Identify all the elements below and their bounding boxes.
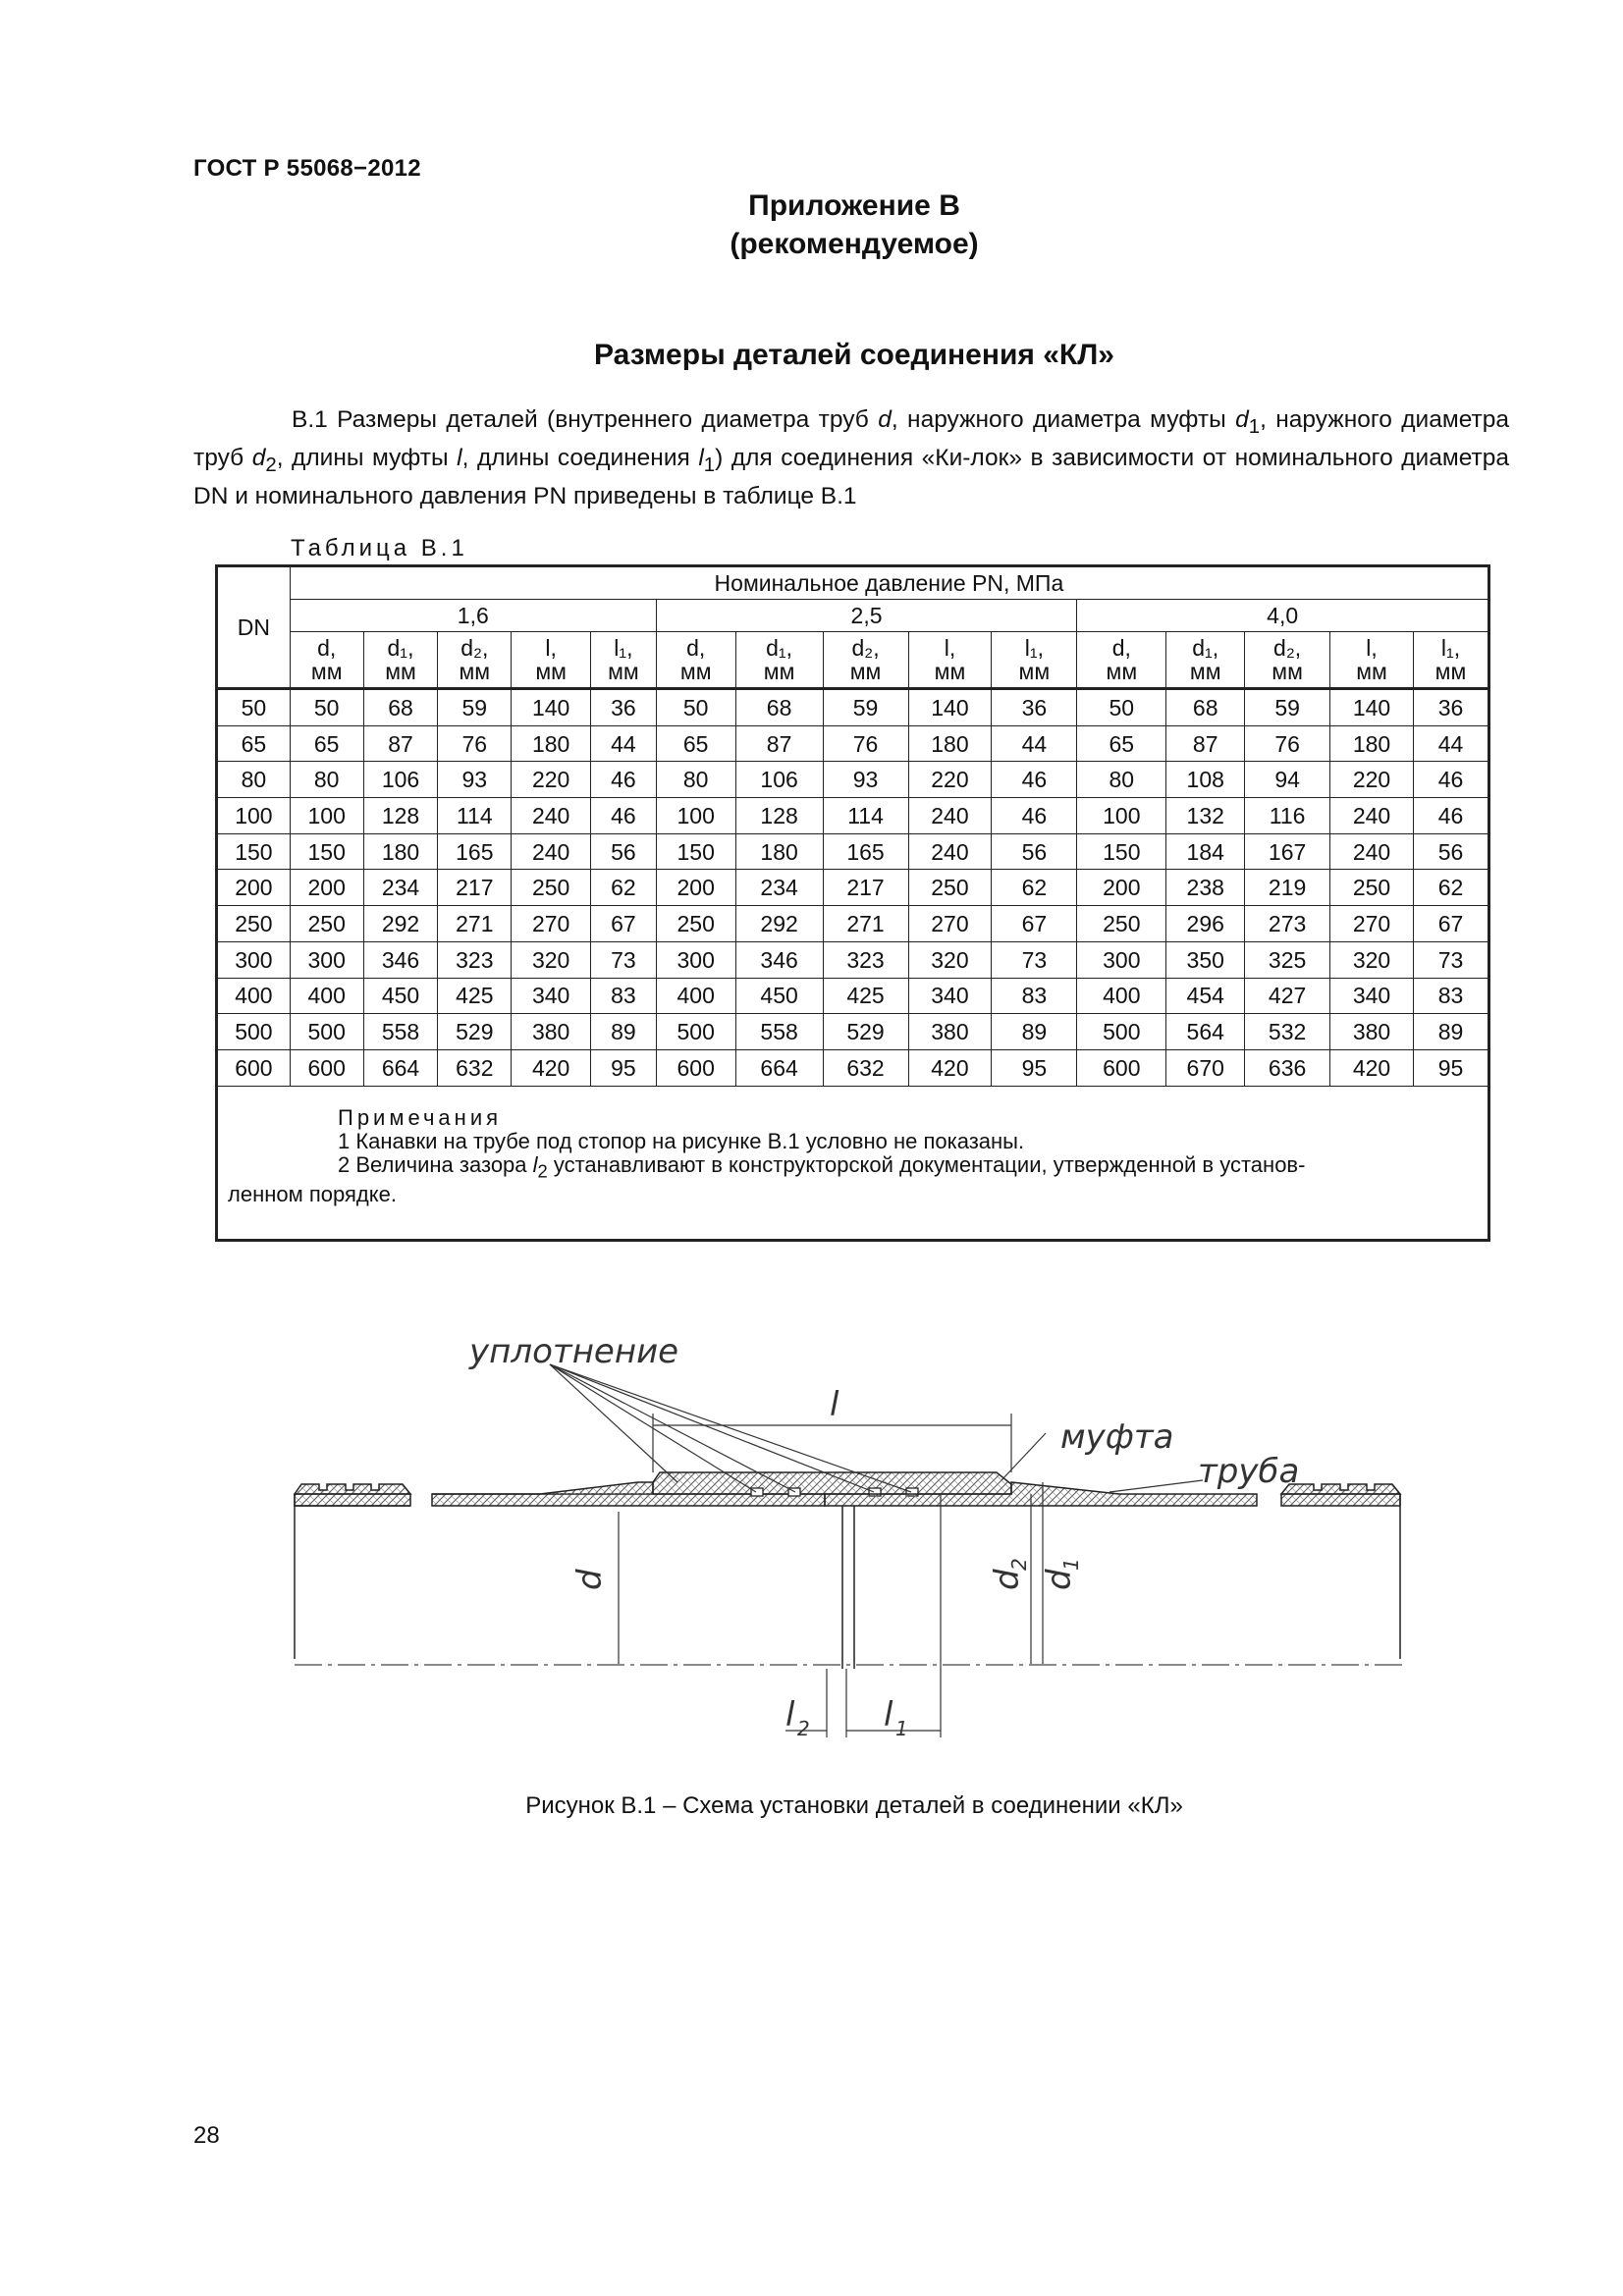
value-cell: 420 — [908, 1049, 992, 1086]
value-cell: 400 — [656, 978, 735, 1014]
value-cell: 62 — [1413, 870, 1488, 906]
value-cell: 558 — [363, 1014, 438, 1050]
pressure-group-header: 1,6 — [290, 600, 656, 632]
value-cell: 59 — [438, 689, 512, 726]
value-cell: 44 — [591, 725, 657, 762]
note-2-continued: ленном порядке. — [228, 1182, 397, 1206]
value-cell: 564 — [1166, 1014, 1245, 1050]
value-cell: 234 — [735, 870, 823, 906]
value-cell: 165 — [823, 833, 908, 870]
value-cell: 323 — [438, 941, 512, 978]
value-cell: 220 — [1330, 762, 1414, 798]
label-seal: уплотнение — [469, 1332, 679, 1371]
value-cell: 450 — [363, 978, 438, 1014]
column-symbol: d, — [686, 635, 706, 661]
value-cell: 46 — [591, 798, 657, 834]
column-symbol: l₁, — [1440, 635, 1461, 661]
value-cell: 240 — [512, 833, 591, 870]
value-cell: 425 — [823, 978, 908, 1014]
value-cell: 529 — [823, 1014, 908, 1050]
value-cell: 632 — [438, 1049, 512, 1086]
value-cell: 108 — [1166, 762, 1245, 798]
value-cell: 600 — [1077, 1049, 1166, 1086]
value-cell: 292 — [363, 906, 438, 942]
value-cell: 670 — [1166, 1049, 1245, 1086]
section-title: Размеры деталей соединения «КЛ» — [594, 339, 1114, 371]
value-cell: 140 — [908, 689, 992, 726]
value-cell: 83 — [591, 978, 657, 1014]
value-cell: 346 — [735, 941, 823, 978]
value-cell: 220 — [908, 762, 992, 798]
value-cell: 250 — [1077, 906, 1166, 942]
value-cell: 87 — [1166, 725, 1245, 762]
value-cell: 93 — [438, 762, 512, 798]
column-unit: мм — [1434, 659, 1467, 684]
value-cell: 46 — [1413, 798, 1488, 834]
value-cell: 50 — [1077, 689, 1166, 726]
value-cell: 65 — [290, 725, 363, 762]
value-cell: 270 — [1330, 906, 1414, 942]
value-cell: 636 — [1245, 1049, 1330, 1086]
value-cell: 65 — [1077, 725, 1166, 762]
column-unit: мм — [608, 659, 639, 684]
column-unit: мм — [1271, 659, 1303, 684]
value-cell: 167 — [1245, 833, 1330, 870]
value-cell: 250 — [512, 870, 591, 906]
value-cell: 380 — [908, 1014, 992, 1050]
value-cell: 600 — [290, 1049, 363, 1086]
value-cell: 425 — [438, 978, 512, 1014]
column-unit: мм — [679, 659, 712, 684]
value-cell: 116 — [1245, 798, 1330, 834]
value-cell: 420 — [512, 1049, 591, 1086]
column-unit: мм — [1356, 659, 1387, 684]
figure-caption: Рисунок В.1 – Схема установки деталей в соединении «КЛ» — [525, 1792, 1183, 1819]
value-cell: 500 — [290, 1014, 363, 1050]
value-cell: 44 — [1413, 725, 1488, 762]
label-d2-group — [988, 1558, 1031, 1590]
value-cell: 220 — [512, 762, 591, 798]
value-cell: 271 — [823, 906, 908, 942]
value-cell: 50 — [290, 689, 363, 726]
column-symbol: d, — [317, 635, 337, 661]
table-caption: Таблица В.1 — [291, 535, 468, 561]
value-cell: 217 — [438, 870, 512, 906]
value-cell: 400 — [290, 978, 363, 1014]
pressure-header: Номинальное давление PN, МПа — [290, 566, 1488, 600]
value-cell: 36 — [992, 689, 1077, 726]
dn-cell: 500 — [217, 1014, 291, 1050]
value-cell: 180 — [512, 725, 591, 762]
dn-cell: 400 — [217, 978, 291, 1014]
label-l1: l — [884, 1695, 893, 1735]
value-cell: 238 — [1166, 870, 1245, 906]
value-cell: 95 — [1413, 1049, 1488, 1086]
value-cell: 320 — [908, 941, 992, 978]
value-cell: 270 — [908, 906, 992, 942]
value-cell: 106 — [735, 762, 823, 798]
value-cell: 89 — [992, 1014, 1077, 1050]
value-cell: 296 — [1166, 906, 1245, 942]
value-cell: 240 — [908, 833, 992, 870]
value-cell: 529 — [438, 1014, 512, 1050]
column-unit: мм — [849, 659, 882, 684]
value-cell: 500 — [1077, 1014, 1166, 1050]
value-cell: 292 — [735, 906, 823, 942]
value-cell: 68 — [363, 689, 438, 726]
value-cell: 36 — [591, 689, 657, 726]
dn-cell: 50 — [217, 689, 291, 726]
column-symbol: l, — [545, 635, 557, 661]
dn-cell: 200 — [217, 870, 291, 906]
value-cell: 219 — [1245, 870, 1330, 906]
column-unit: мм — [385, 659, 416, 684]
label-l1-sub: 1 — [895, 1717, 908, 1740]
value-cell: 150 — [290, 833, 363, 870]
value-cell: 62 — [992, 870, 1077, 906]
label-pipe: труба — [1198, 1452, 1300, 1491]
value-cell: 380 — [512, 1014, 591, 1050]
value-cell: 300 — [290, 941, 363, 978]
value-cell: 632 — [823, 1049, 908, 1086]
column-symbol: d₁, — [387, 635, 414, 661]
value-cell: 56 — [992, 833, 1077, 870]
label-d2: d — [988, 1569, 1027, 1590]
value-cell: 240 — [512, 798, 591, 834]
value-cell: 234 — [363, 870, 438, 906]
value-cell: 270 — [512, 906, 591, 942]
value-cell: 150 — [656, 833, 735, 870]
value-cell: 300 — [1077, 941, 1166, 978]
intro-text: В.1 Размеры деталей (внутреннего диаметра труб d, наружного диаметра муфты $d_1$, наружного диаметра труб $d_2$, длины муфты l, длины соединения $l_1$) для соединения «Ки-лок» в зависимости от номинального диаметра DN и номинального давления PN приведены в таблице В.1 — [193, 406, 1509, 509]
value-cell: 325 — [1245, 941, 1330, 978]
value-cell: 46 — [591, 762, 657, 798]
value-cell: 67 — [591, 906, 657, 942]
column-symbol: d₁, — [1192, 635, 1219, 661]
value-cell: 180 — [735, 833, 823, 870]
value-cell: 73 — [591, 941, 657, 978]
label-d: d — [570, 1569, 610, 1590]
value-cell: 250 — [908, 870, 992, 906]
column-unit: мм — [459, 659, 491, 684]
value-cell: 427 — [1245, 978, 1330, 1014]
value-cell: 184 — [1166, 833, 1245, 870]
label-d1: d — [1040, 1569, 1079, 1590]
value-cell: 350 — [1166, 941, 1245, 978]
left-pipe — [295, 1482, 825, 1659]
value-cell: 80 — [1077, 762, 1166, 798]
value-cell: 165 — [438, 833, 512, 870]
value-cell: 200 — [1077, 870, 1166, 906]
value-cell: 180 — [363, 833, 438, 870]
label-d1-group — [1040, 1558, 1083, 1590]
value-cell: 89 — [591, 1014, 657, 1050]
value-cell: 76 — [438, 725, 512, 762]
value-cell: 217 — [823, 870, 908, 906]
value-cell: 320 — [512, 941, 591, 978]
column-symbol: d₂, — [1273, 635, 1302, 661]
value-cell: 664 — [363, 1049, 438, 1086]
value-cell: 100 — [1077, 798, 1166, 834]
notes-title: Примечания — [338, 1104, 503, 1130]
value-cell: 346 — [363, 941, 438, 978]
value-cell: 106 — [363, 762, 438, 798]
column-symbol: d, — [1111, 635, 1131, 661]
column-symbol: d₁, — [766, 635, 793, 661]
value-cell: 250 — [656, 906, 735, 942]
value-cell: 95 — [591, 1049, 657, 1086]
value-cell: 50 — [656, 689, 735, 726]
value-cell: 46 — [992, 798, 1077, 834]
value-cell: 68 — [735, 689, 823, 726]
dn-cell: 80 — [217, 762, 291, 798]
value-cell: 240 — [1330, 833, 1414, 870]
value-cell: 128 — [363, 798, 438, 834]
note-2: 2 Величина зазора $l_2$ устанавливают в конструкторской документации, утвержденной в установ- — [338, 1151, 1306, 1181]
label-coupling: муфта — [1060, 1417, 1174, 1457]
value-cell: 180 — [1330, 725, 1414, 762]
value-cell: 73 — [992, 941, 1077, 978]
pressure-group-header: 4,0 — [1077, 600, 1489, 632]
column-unit: мм — [763, 659, 795, 684]
value-cell: 44 — [992, 725, 1077, 762]
column-unit: мм — [934, 659, 966, 684]
value-cell: 558 — [735, 1014, 823, 1050]
value-cell: 68 — [1166, 689, 1245, 726]
pressure-group-header: 2,5 — [656, 600, 1077, 632]
column-unit: мм — [535, 659, 567, 684]
value-cell: 128 — [735, 798, 823, 834]
value-cell: 36 — [1413, 689, 1488, 726]
appendix-title: Приложение В — [748, 189, 960, 222]
right-pipe — [825, 1482, 1400, 1669]
value-cell: 240 — [908, 798, 992, 834]
note-1: 1 Канавки на трубе под стопор на рисунке В.1 условно не показаны. — [338, 1128, 1025, 1153]
value-cell: 114 — [438, 798, 512, 834]
dn-cell: 150 — [217, 833, 291, 870]
value-cell: 140 — [1330, 689, 1414, 726]
column-unit: мм — [1189, 659, 1221, 684]
column-unit: мм — [310, 659, 343, 684]
dn-header: DN — [217, 566, 291, 689]
value-cell: 56 — [1413, 833, 1488, 870]
value-cell: 80 — [656, 762, 735, 798]
value-cell: 95 — [992, 1049, 1077, 1086]
column-symbol: d₂, — [851, 635, 880, 661]
value-cell: 250 — [290, 906, 363, 942]
value-cell: 200 — [290, 870, 363, 906]
dn-cell: 300 — [217, 941, 291, 978]
value-cell: 73 — [1413, 941, 1488, 978]
label-l2-sub: 2 — [797, 1717, 810, 1740]
column-unit: мм — [1106, 659, 1138, 684]
value-cell: 67 — [1413, 906, 1488, 942]
value-cell: 150 — [1077, 833, 1166, 870]
value-cell: 200 — [656, 870, 735, 906]
value-cell: 132 — [1166, 798, 1245, 834]
label-d2-sub: 2 — [1007, 1558, 1031, 1571]
label-l: l — [830, 1385, 839, 1424]
value-cell: 400 — [1077, 978, 1166, 1014]
document-code: ГОСТ Р 55068−2012 — [193, 155, 421, 182]
value-cell: 250 — [1330, 870, 1414, 906]
value-cell: 450 — [735, 978, 823, 1014]
value-cell: 271 — [438, 906, 512, 942]
value-cell: 46 — [992, 762, 1077, 798]
value-cell: 273 — [1245, 906, 1330, 942]
value-cell: 93 — [823, 762, 908, 798]
page-number: 28 — [193, 2122, 220, 2149]
value-cell: 532 — [1245, 1014, 1330, 1050]
label-l2: l — [785, 1695, 795, 1735]
value-cell: 76 — [1245, 725, 1330, 762]
value-cell: 600 — [656, 1049, 735, 1086]
value-cell: 320 — [1330, 941, 1414, 978]
value-cell: 62 — [591, 870, 657, 906]
column-symbol: l₁, — [1024, 635, 1044, 661]
label-d1-sub: 1 — [1059, 1558, 1083, 1571]
value-cell: 56 — [591, 833, 657, 870]
value-cell: 420 — [1330, 1049, 1414, 1086]
column-symbol: d₂, — [460, 635, 489, 661]
value-cell: 83 — [1413, 978, 1488, 1014]
appendix-subtitle: (рекомендуемое) — [730, 228, 979, 260]
value-cell: 454 — [1166, 978, 1245, 1014]
value-cell: 94 — [1245, 762, 1330, 798]
value-cell: 340 — [1330, 978, 1414, 1014]
dn-cell: 250 — [217, 906, 291, 942]
value-cell: 114 — [823, 798, 908, 834]
value-cell: 87 — [735, 725, 823, 762]
value-cell: 46 — [1413, 762, 1488, 798]
value-cell: 300 — [656, 941, 735, 978]
dn-cell: 600 — [217, 1049, 291, 1086]
value-cell: 89 — [1413, 1014, 1488, 1050]
value-cell: 340 — [908, 978, 992, 1014]
column-symbol: l, — [944, 635, 956, 661]
value-cell: 100 — [290, 798, 363, 834]
value-cell: 87 — [363, 725, 438, 762]
value-cell: 59 — [1245, 689, 1330, 726]
value-cell: 500 — [656, 1014, 735, 1050]
value-cell: 83 — [992, 978, 1077, 1014]
value-cell: 323 — [823, 941, 908, 978]
value-cell: 100 — [656, 798, 735, 834]
value-cell: 380 — [1330, 1014, 1414, 1050]
value-cell: 76 — [823, 725, 908, 762]
column-unit: мм — [1018, 659, 1051, 684]
value-cell: 140 — [512, 689, 591, 726]
value-cell: 65 — [656, 725, 735, 762]
value-cell: 67 — [992, 906, 1077, 942]
value-cell: 59 — [823, 689, 908, 726]
dn-cell: 100 — [217, 798, 291, 834]
column-symbol: l, — [1366, 635, 1378, 661]
value-cell: 664 — [735, 1049, 823, 1086]
value-cell: 180 — [908, 725, 992, 762]
value-cell: 340 — [512, 978, 591, 1014]
value-cell: 240 — [1330, 798, 1414, 834]
column-symbol: l₁, — [614, 635, 633, 661]
value-cell: 80 — [290, 762, 363, 798]
dn-cell: 65 — [217, 725, 291, 762]
